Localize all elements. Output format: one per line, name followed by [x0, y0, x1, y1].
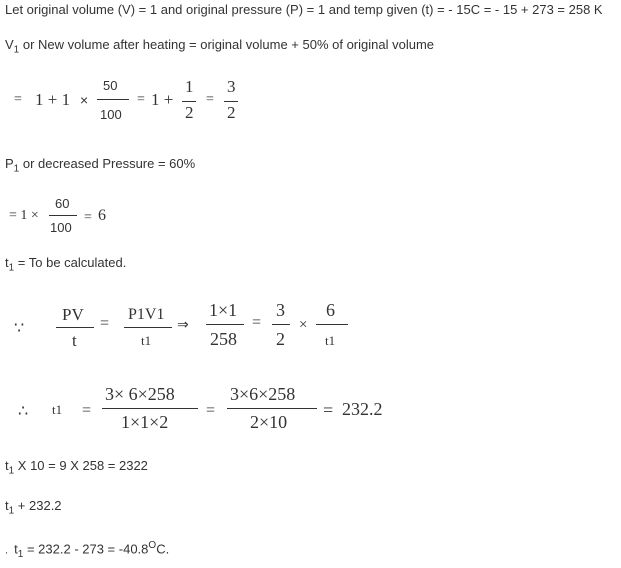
eq1-expression: 1 + 1: [35, 90, 71, 109]
eq4-lhs: t1: [52, 402, 63, 417]
eq1-fraction-bar: [97, 99, 129, 100]
eq4-result: 232.2: [342, 399, 383, 419]
eq2-result: 6: [98, 207, 106, 224]
eq3-numerator-5: 6: [326, 300, 335, 320]
v-symbol: V: [5, 37, 14, 52]
t1-plus-line: [5, 498, 62, 517]
eq3-numerator-2: P1V1: [128, 306, 165, 323]
eq4-equals-2: =: [206, 402, 216, 419]
eq3-numerator-4: 3: [276, 300, 285, 320]
t1-to-calculate-text: = To be calculated.: [14, 255, 127, 270]
eq4-numerator-2: 3×6×258: [230, 384, 296, 404]
eq1-fraction-bar-2: [182, 101, 196, 102]
eq3-fraction-bar-3: [206, 324, 244, 325]
t1-multiplication-line: [5, 458, 148, 477]
t-symbol: t: [5, 458, 9, 473]
eq1-denominator-2: 2: [185, 103, 194, 122]
eq1-numerator-2: 1: [185, 77, 194, 96]
eq4-equals-3: =: [323, 400, 334, 420]
eq2-equals: =: [84, 210, 92, 225]
t1-to-calculate-line: [5, 255, 126, 274]
eq2-lead: = 1 ×: [9, 208, 39, 223]
eq3-equals-2: =: [252, 314, 262, 331]
eq4-fraction-bar-2: [227, 408, 317, 409]
eq1-expression-2: 1 +: [151, 90, 174, 109]
new-volume-line: [5, 37, 434, 56]
eq1-times: ×: [80, 92, 89, 108]
therefore-dots: .: [5, 544, 15, 557]
final-answer-unit: C.: [156, 541, 170, 557]
decreased-pressure-line: [5, 156, 195, 175]
decreased-pressure-text: or decreased Pressure = 60%: [19, 156, 196, 171]
eq2-denominator: 100: [50, 220, 72, 235]
t-subscript: 1: [17, 548, 24, 560]
eq2-numerator: 60: [55, 196, 70, 211]
eq1-equals-2: =: [206, 92, 214, 107]
new-volume-text: or New volume after heating = original volume + 50% of original volume: [19, 37, 435, 52]
given-values-line: Let original volume (V) = 1 and original pressure (P) = 1 and temp given (t) = - 15C = - 15 + 273 = 258 K: [5, 2, 603, 17]
eq1-denominator-3: 2: [227, 103, 236, 122]
eq1-fraction-bar-3: [224, 101, 238, 102]
eq3-denominator-5: t1: [325, 333, 336, 348]
t1-multiplication-text: X 10 = 9 X 258 = 2322: [14, 458, 148, 473]
t1-plus-text: + 232.2: [14, 498, 62, 513]
eq4-equals-1: =: [82, 402, 92, 419]
eq3-denominator-4: 2: [276, 329, 285, 349]
eq3-times: ×: [299, 317, 308, 333]
eq3-numerator-3: 1×1: [209, 300, 238, 320]
eq3-fraction-bar-1: [56, 327, 94, 328]
t-symbol: t: [5, 498, 9, 513]
eq3-denominator-3: 258: [210, 329, 237, 349]
eq4-fraction-bar-1: [102, 408, 198, 409]
v-subscript: 1: [13, 44, 20, 56]
eq4-denominator-1: 1×1×2: [121, 412, 169, 432]
eq1-numerator: 50: [103, 78, 118, 93]
eq3-fraction-bar-5: [316, 324, 348, 325]
eq3-fraction-bar-2: [124, 327, 172, 328]
eq1-lead-equals: =: [14, 92, 22, 107]
p-symbol: P: [5, 156, 14, 171]
eq1-numerator-3: 3: [227, 77, 236, 96]
eq3-equals-1: =: [100, 315, 110, 332]
eq3-fraction-bar-4: [272, 324, 290, 325]
t-symbol: t: [5, 255, 9, 270]
t-subscript: 1: [8, 505, 15, 517]
eq3-denominator-2: t1: [141, 333, 152, 348]
t-symbol: t: [14, 541, 18, 557]
final-answer-line: [5, 540, 169, 560]
final-answer-text: = 232.2 - 273 = -40.8: [23, 541, 149, 557]
eq4-numerator-1: 3× 6×258: [105, 384, 175, 404]
eq4-denominator-2: 2×10: [250, 412, 288, 432]
therefore-symbol: ∴: [18, 403, 29, 420]
t-subscript: 1: [8, 465, 15, 477]
because-symbol: ∵: [14, 320, 25, 337]
degree-superscript: O: [148, 540, 157, 551]
eq3-numerator-1: PV: [62, 305, 84, 324]
implies-arrow: ⇒: [177, 316, 189, 332]
eq1-equals: =: [137, 92, 145, 107]
p-subscript: 1: [13, 163, 20, 175]
eq1-denominator: 100: [100, 107, 122, 122]
t-subscript: 1: [8, 262, 15, 274]
eq3-denominator-1: t: [72, 331, 77, 350]
eq2-fraction-bar: [49, 215, 77, 216]
